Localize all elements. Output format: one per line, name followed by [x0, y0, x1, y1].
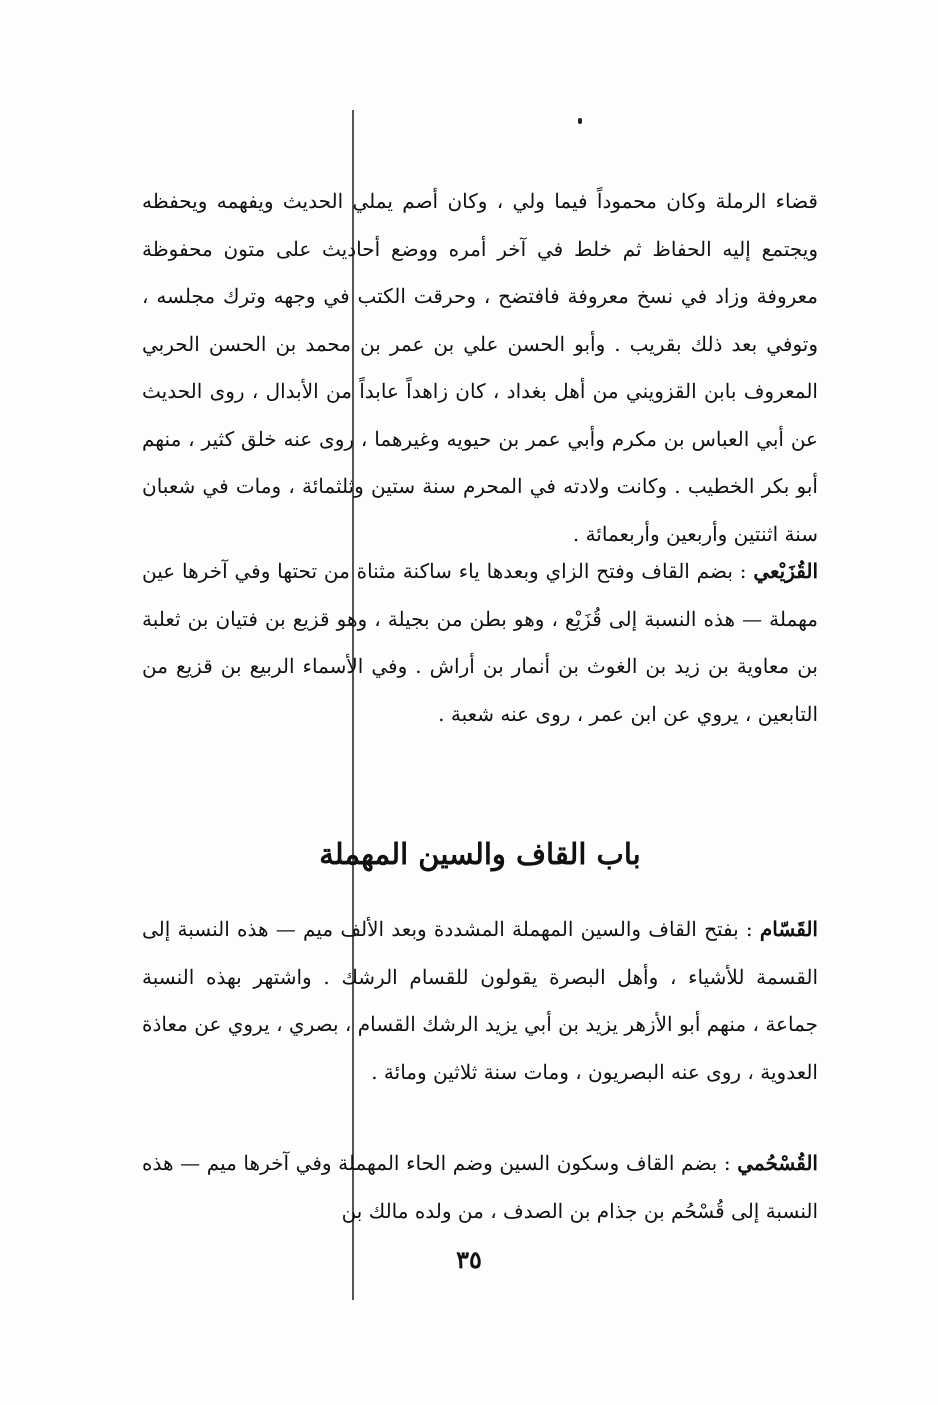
entry-qushumi — [142, 1140, 818, 1235]
entry-qazi-headword: القُزَيْعي — [753, 559, 818, 583]
page-number: ٣٥ — [456, 1245, 482, 1274]
entry-qazi — [142, 548, 818, 738]
paragraph-intro — [142, 178, 818, 558]
paragraph-intro-text: قضاء الرملة وكان محموداً فيما ولي ، وكان أصم يملي الحديث ويفهمه ويحفظه ويجتمع إليه الحفاظ ثم خلط في آخر أمره ووضع أحاديث على متون محفوظة معروفة وزاد في نسخ معروفة فافتضح ، وحرقت الكتب في وجهه وترك مجلسه ، وتوفي بعد ذلك بقريب . وأبو الحسن علي بن عمر بن محمد بن الحسن الحربي المعروف بابن القزويني من أهل بغداد ، كان زاهداً عابداً من الأبدال ، روى الحديث عن أبي العباس بن مكرم وأبي عمر بن حيويه وغيرهما ، روى عنه خلق كثير ، منهم أبو بكر الخطيب . وكانت ولادته في المحرم سنة ستين وثلثمائة ، ومات في شعبان سنة اثنتين وأربعين وأربعمائة . — [142, 189, 818, 546]
entry-qassam-text — [142, 906, 818, 1096]
ink-speck — [578, 118, 582, 124]
entry-qassam-headword: القَسّام — [759, 917, 818, 941]
section-heading: باب القاف والسين المهملة — [319, 837, 641, 871]
entry-qushumi-headword: القُسْحُمي — [737, 1151, 818, 1175]
entry-qassam-body: : بفتح القاف والسين المهملة المشددة وبعد الألف ميم — هذه النسبة إلى القسمة للأشياء ، وأهل البصرة يقولون للقسام الرشك . واشتهر بهذه النسبة جماعة ، منهم أبو الأزهر يزيد بن أبي يزيد الرشك القسام ، بصري ، يروي عن معاذة العدوية ، روى عنه البصريون ، ومات سنة ثلاثين ومائة . — [142, 917, 818, 1084]
entry-qushumi-text — [142, 1140, 818, 1235]
entry-qushumi-body: : بضم القاف وسكون السين وضم الحاء المهملة وفي آخرها ميم — هذه النسبة إلى قُسْحُم بن جذام بن الصدف ، من ولده مالك بن — [142, 1151, 818, 1223]
entry-qazi-text — [142, 548, 818, 738]
entry-qassam — [142, 906, 818, 1096]
entry-qazi-body: : بضم القاف وفتح الزاي وبعدها ياء ساكنة مثناة من تحتها وفي آخرها عين مهملة — هذه النسبة إلى قُزَيْع ، وهو بطن من بجيلة ، وهو قزيع بن فتيان بن ثعلبة بن معاوية بن زيد بن الغوث بن أنمار بن أراش . وفي الأسماء الربيع بن قزيع من التابعين ، يروي عن ابن عمر ، روى عنه شعبة . — [142, 559, 818, 726]
